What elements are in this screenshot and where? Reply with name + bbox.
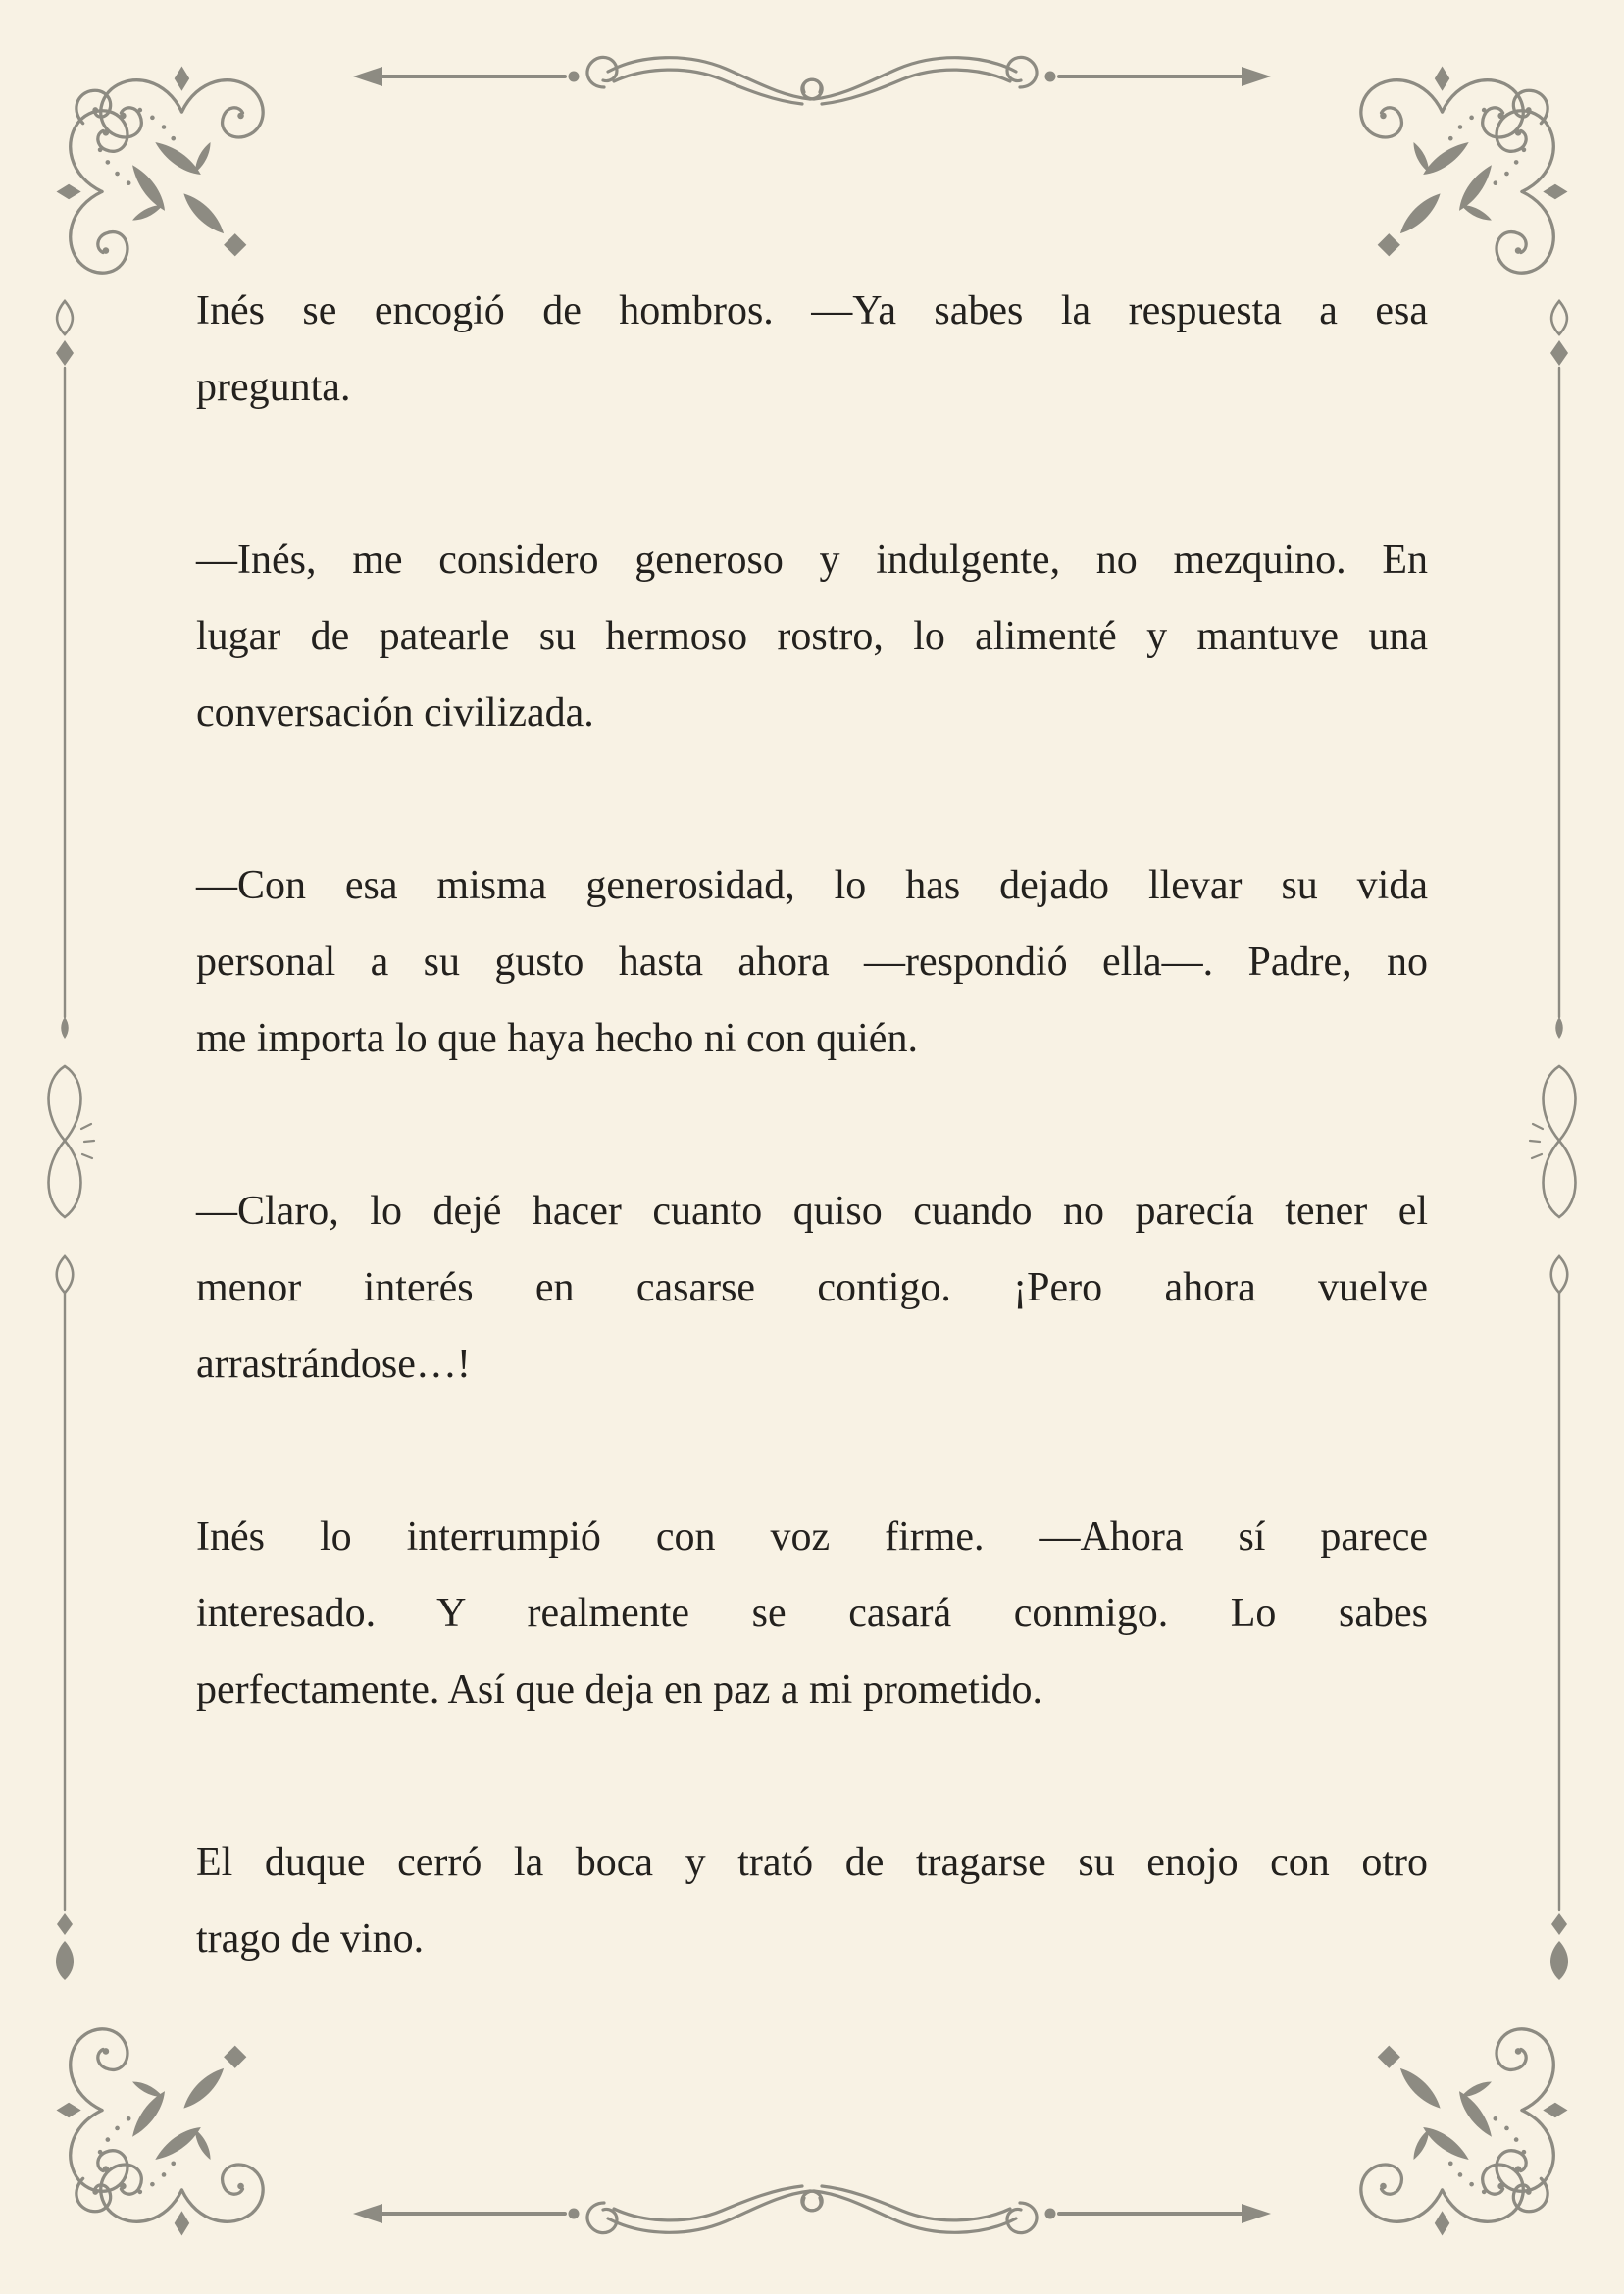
text-line: —Claro, lo dejé hacer cuanto quiso cuando no parecía tener el <box>196 1189 1428 1234</box>
paragraph <box>196 273 1428 426</box>
corner-flourish-bottom-left-icon <box>41 2004 288 2251</box>
text-line: El duque cerró la boca y trató de tragarse su enojo con otro <box>196 1840 1428 1885</box>
text-line: perfectamente. Así que deja en paz a mi prometido. <box>196 1667 1042 1712</box>
text-block <box>196 273 1428 1977</box>
paragraph <box>196 847 1428 1077</box>
paragraph <box>196 1824 1428 1977</box>
bottom-divider-scroll-icon <box>351 2179 1273 2248</box>
text-line: conversación civilizada. <box>196 690 594 736</box>
text-line: —Inés, me considero generoso y indulgente, no mezquino. En <box>196 537 1428 583</box>
corner-flourish-top-right-icon <box>1336 51 1583 298</box>
text-line: trago de vino. <box>196 1916 425 1962</box>
text-line: Inés lo interrumpió con voz firme. —Ahora sí parece <box>196 1514 1428 1559</box>
text-line: —Con esa misma generosidad, lo has dejado llevar su vida <box>196 863 1428 908</box>
paragraph <box>196 1173 1428 1402</box>
paragraph <box>196 1499 1428 1728</box>
text-line: lugar de patearle su hermoso rostro, lo alimenté y mantuve una <box>196 614 1428 659</box>
text-line: interesado. Y realmente se casará conmigo. Lo sabes <box>196 1591 1428 1636</box>
paragraph <box>196 522 1428 751</box>
top-divider-scroll-icon <box>351 42 1273 111</box>
text-line: menor interés en casarse contigo. ¡Pero ahora vuelve <box>196 1265 1428 1310</box>
text-line: personal a su gusto hasta ahora —respondió ella—. Padre, no <box>196 940 1428 985</box>
text-line: Inés se encogió de hombros. —Ya sabes la respuesta a esa <box>196 288 1428 333</box>
left-rail-ornament-icon <box>35 289 94 2015</box>
right-rail-ornament-icon <box>1530 289 1589 2015</box>
corner-flourish-bottom-right-icon <box>1336 2004 1583 2251</box>
text-line: pregunta. <box>196 365 351 410</box>
text-line: arrastrándose…! <box>196 1342 471 1387</box>
text-line: me importa lo que haya hecho ni con quién. <box>196 1016 918 1061</box>
corner-flourish-top-left-icon <box>41 51 288 298</box>
